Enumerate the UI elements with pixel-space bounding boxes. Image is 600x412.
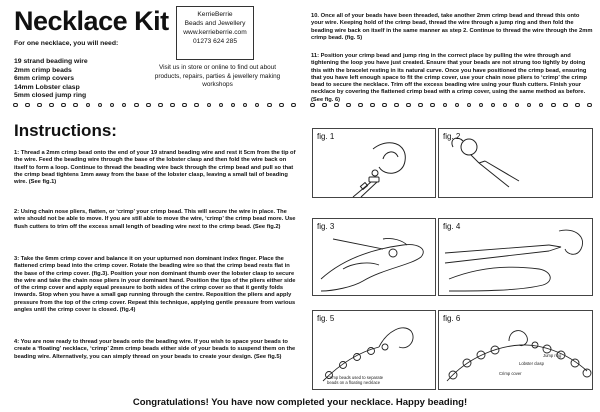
divider-dot (182, 103, 187, 108)
kit-subtitle: For one necklace, you will need: (14, 40, 119, 47)
step-10: 10. Once all of your beads have been threaded, take another 2mm crimp bead and thread this onto your wire. Keeping hold of the crimp bead, thread the wire through a jump ring and then fold the beading wire back on itself in the same manner as step 2. Continue to thread the wire through the 2mm crimp bead. (fig. 5) (311, 13, 593, 41)
shop-name: KerrieBerrie (197, 11, 233, 18)
figure-label: fig. 5 (317, 314, 335, 323)
divider-dot (194, 103, 199, 108)
lobster-clasp-illustration (313, 129, 437, 199)
pliers-crimping-illustration (439, 129, 594, 199)
divider-dot (146, 103, 151, 108)
supplies-list (14, 58, 88, 101)
step-2: 2: Using chain nose pliers, flatten, or ‘crimp’ your crimp bead. This will secure the wire in place. The wire should not be able to move. If you are still able to move the wire, ‘crimp’ the crimp bead more. Use flush cutters to trim off the excess small length of beading wire next to the crimp bead. (See fig.2) (14, 209, 296, 230)
divider-dot (37, 103, 42, 108)
store-note: Visit us in store or online to find out about products, repairs, parties & jewellery making workshops (154, 64, 281, 89)
instructions-heading: Instructions: (14, 121, 117, 140)
divider-dot (122, 103, 127, 108)
contact-box (176, 6, 254, 60)
step-3: 3: Take the 6mm crimp cover and balance it on your upturned non dominant index finger. Place the flattened crimp bead into the crimp cover. Rotate the beading wire so that the crimp bead rests flat in the base of the crimp cover. (fig.3). Position your non dominant thumb over the lobster clasp to secure the wire and take the chain nose pliers in your dominant hand. Position the tips of the pliers either side of the crimp cover and apply equal pressure to both sides of the crimp cover so that it gently folds inwards. Stop when you have a small gap running through the centre. Reposition the pliers and apply pressure from the top of the crimp cover. Repeat this technique, applying gentle pressure from various angles until the crimp cover is closed. (fig.4) (14, 256, 296, 314)
lobster-clasp-caption: Lobster clasp (519, 361, 544, 366)
jump-ring-caption: Jump ring (543, 353, 562, 358)
divider-dot (25, 103, 30, 108)
figure-1 (312, 128, 436, 198)
figure-5-caption: Crimp beads used to separate beads on a floating necklace (327, 375, 384, 385)
dot-divider-left (13, 101, 296, 109)
figure-label: fig. 1 (317, 132, 335, 141)
crimp-cover-caption: Crimp cover (499, 371, 522, 376)
divider-dot (219, 103, 224, 108)
figure-5 (312, 310, 436, 390)
figure-label: fig. 4 (443, 222, 461, 231)
divider-dot (255, 103, 260, 108)
divider-dot (110, 103, 115, 108)
footer-message: Congratulations! You have now completed your necklace. Happy beading! (132, 397, 468, 408)
shop-tagline: Beads and Jewellery (184, 20, 246, 27)
step-11: 11: Position your crimp bead and jump ring in the correct place by pulling the wire through and tightening the loop you have just created. Ensure that your beads are not strung too tightly by doing this with the bracelet resting in its natural curve. Once you have positioned the crimp bead, ensuring that you have left enough space to fit the crimp cover, use your chain nose pliers to ‘crimp’ the crimp bead to secure the necklace. Trim off the excess beading wire using your flush cutters. Finish your necklace by covering the flattened crimp bead with a crimp cover, using the same method as before. (See fig. 6) (311, 53, 588, 103)
supply-item: 5mm closed jump ring (14, 92, 87, 100)
divider-dot (170, 103, 175, 108)
divider-dot (73, 103, 78, 108)
figure-3 (312, 218, 436, 296)
figure-4 (438, 218, 593, 296)
step-4: 4: You are now ready to thread your beads onto the beading wire. If you wish to space your beads to create a ‘floating’ necklace, ‘crimp’ 2mm crimp beads either side of your beads to suspend them on the beading wire. Alternatively, you can simply thread on your beads to create your design. (See fig.5) (14, 339, 296, 360)
finished-necklace-illustration (439, 311, 594, 391)
divider-dot (86, 103, 91, 108)
supply-item: 19 strand beading wire (14, 58, 88, 65)
supply-item: 6mm crimp covers (14, 75, 75, 83)
divider-dot (243, 103, 248, 108)
divider-dot (13, 103, 18, 108)
divider-dot (207, 103, 212, 108)
kit-title: Necklace Kit (14, 6, 169, 36)
divider-dot (49, 103, 54, 108)
supply-item: 14mm Lobster clasp (14, 83, 80, 91)
figure-6 (438, 310, 593, 390)
divider-dot (134, 103, 139, 108)
step-1: 1: Thread a 2mm crimp bead onto the end of your 19 strand beading wire and rest it 5cm from the tip of the wire. Feed the beading wire through the base of the lobster clasp and then fold the wire back on itself to form a loop. Continue to thread the beading wire back through the crimp bead and pull so that the crimp bead tightens 1mm away from the base of the lobster clasp, leaving a small tail of beading wire. (See fig.1) (14, 150, 296, 186)
hand-crimp-cover-illustration (313, 219, 437, 297)
shop-phone: 01273 624 285 (192, 38, 237, 45)
divider-dot (267, 103, 272, 108)
figure-2 (438, 128, 593, 198)
divider-dot (279, 103, 284, 108)
divider-dot (98, 103, 103, 108)
divider-dot (158, 103, 163, 108)
hand-pliers-illustration (439, 219, 594, 297)
figure-label: fig. 6 (443, 314, 461, 323)
supply-item: 2mm crimp beads (14, 66, 72, 74)
figure-label: fig. 2 (443, 132, 461, 141)
divider-dot (291, 103, 296, 108)
divider-dot (231, 103, 236, 108)
figure-label: fig. 3 (317, 222, 335, 231)
divider-dot (61, 103, 66, 108)
shop-website: www.kerrieberrie.com (183, 29, 247, 36)
